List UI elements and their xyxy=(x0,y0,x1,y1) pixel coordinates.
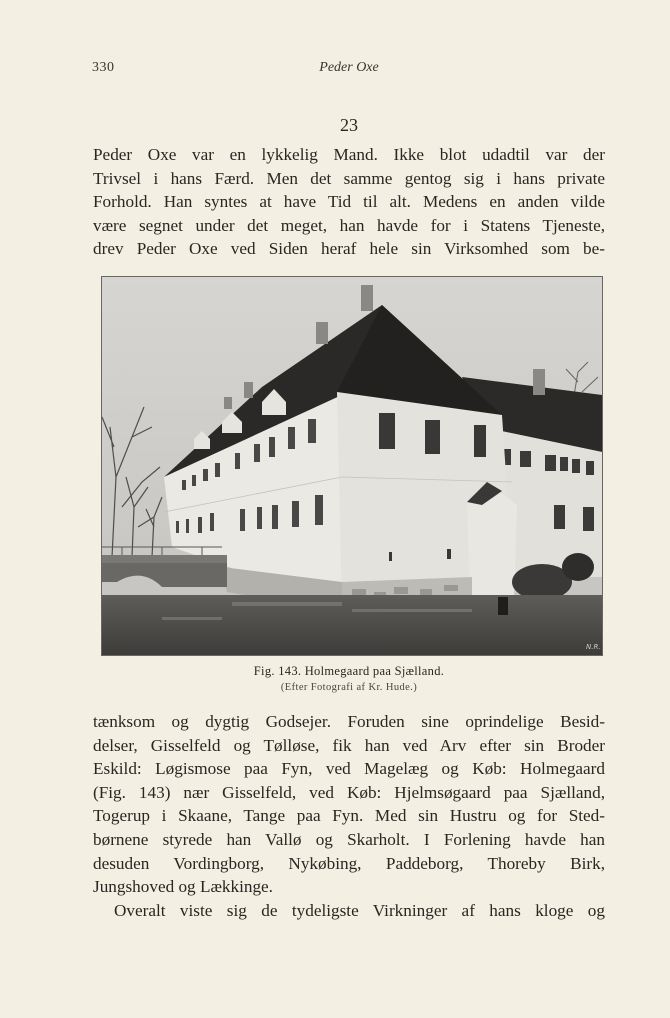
text-line: være segnet under det meget, han havde for i Statens Tjeneste, xyxy=(93,215,605,235)
photo-holmegaard xyxy=(101,276,603,656)
text-line: Trivsel i hans Færd. Men det samme gentog sig i hans private xyxy=(93,168,605,188)
figure-caption: Fig. 143. Holmegaard paa Sjælland. xyxy=(253,664,445,678)
text-line: Forhold. Han syntes at have Tid til alt. Medens en anden vilde xyxy=(93,192,605,212)
text-line: desuden Vordingborg, Nykøbing, Paddeborg, Thoreby Birk, xyxy=(93,853,605,873)
text-line: delser, Gisselfeld og Tølløse, fik han ved Arv efter sin Broder xyxy=(93,735,605,755)
manor-illustration xyxy=(102,277,602,655)
paragraph-2 xyxy=(93,710,605,922)
text-line: drev Peder Oxe ved Siden heraf hele sin Virksomhed som be- xyxy=(93,239,605,259)
text-line: Overalt viste sig de tydeligste Virkninger af hans kloge og xyxy=(114,900,605,920)
photo-signature: N.R. xyxy=(586,643,601,651)
text-line: Togerup i Skaane, Tange paa Fyn. Med sin Hustru og for Sted- xyxy=(93,806,605,826)
figure-credit: (Efter Fotografi af Kr. Hude.) xyxy=(280,682,418,693)
text-line: Peder Oxe var en lykkelig Mand. Ikke blot udadtil var der xyxy=(93,145,605,164)
paragraph-1 xyxy=(93,143,605,261)
section-number: 23 xyxy=(340,115,358,135)
page-number: 330 xyxy=(92,60,115,75)
text-line: børnene styrede han Vallø og Skarholt. I Forlening havde han xyxy=(93,829,605,849)
running-head: Peder Oxe xyxy=(319,60,379,75)
text-line: tænksom og dygtig Godsejer. Foruden sine oprindelige Besid- xyxy=(93,712,605,731)
text-line: (Fig. 143) nær Gisselfeld, ved Køb: Hjelmsøgaard paa Sjælland, xyxy=(93,782,605,802)
text-line: Jungshoved og Lækkinge. xyxy=(93,877,273,897)
text-line: Eskild: Løgismose paa Fyn, ved Magelæg og Køb: Holmegaard xyxy=(93,759,605,779)
